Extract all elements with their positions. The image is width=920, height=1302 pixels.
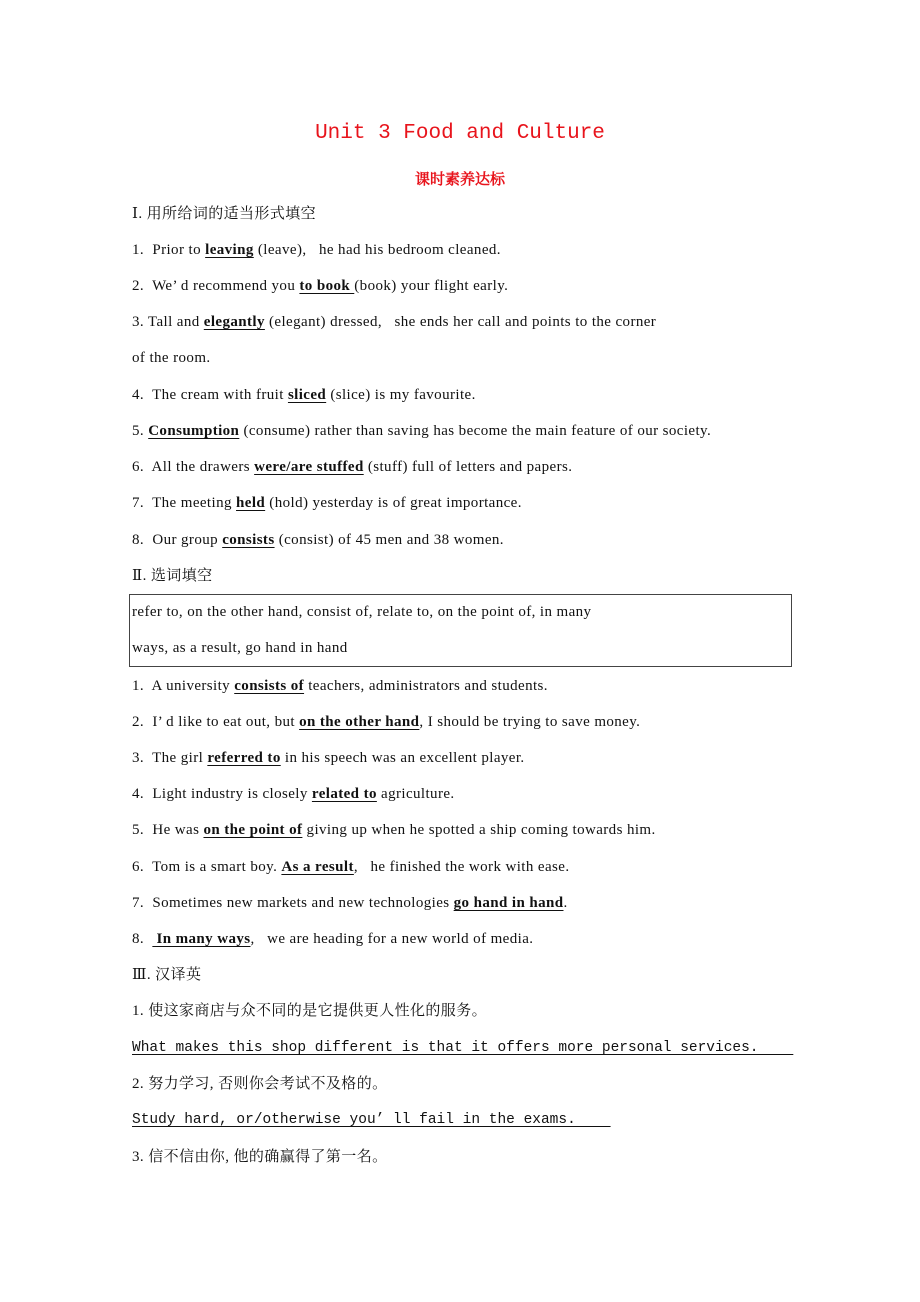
exercise-item	[132, 493, 522, 513]
item-text: 8.	[132, 931, 153, 947]
item-text: 5. He was	[132, 822, 204, 838]
item-text: (stuff) full of letters and papers.	[363, 459, 573, 475]
word-bank-line: ways, as a result, go hand in hand	[132, 640, 348, 656]
answer: held	[236, 495, 266, 511]
item-text: 5.	[132, 423, 149, 439]
item-text: , we are heading for a new world of media.	[250, 931, 534, 947]
exercise-item	[132, 530, 504, 550]
exercise-item	[132, 820, 656, 840]
item-text: in his speech was an excellent player.	[280, 750, 525, 766]
item-text: 2. We’ d recommend you	[132, 278, 300, 294]
item-text: (book) your flight early.	[354, 278, 509, 294]
item-text: teachers, administrators and students.	[304, 678, 548, 694]
item-text: 8. Our group	[132, 532, 223, 548]
item-text: (hold) yesterday is of great importance.	[265, 495, 522, 511]
item-text: 1. A university	[132, 678, 235, 694]
item-text: 7. Sometimes new markets and new technologies	[132, 895, 454, 911]
item-text: 1. Prior to	[132, 242, 206, 258]
item-text: of the room.	[132, 350, 211, 366]
answer: on the point of	[203, 822, 303, 838]
exercise-item	[132, 421, 711, 441]
item-text: (elegant) dressed, she ends her call and points to the corner	[264, 314, 657, 330]
answer: related to	[311, 786, 377, 802]
item-text: 3. Tall and	[132, 314, 204, 330]
exercise-item	[132, 748, 525, 768]
answer: In many ways	[152, 931, 251, 947]
answer: Consumption	[148, 423, 240, 439]
translation-answer: What makes this shop different is that it offers more personal services.	[132, 1040, 794, 1056]
exercise-item	[132, 784, 455, 804]
chinese-prompt: 2. 努力学习, 否则你会考试不及格的。	[132, 1076, 388, 1092]
answer: As a result	[281, 859, 354, 875]
item-text: 4. The cream with fruit	[132, 387, 288, 403]
exercise-item	[132, 348, 211, 368]
answer: to book	[299, 278, 355, 294]
exercise-item	[132, 676, 548, 696]
item-text: (consist) of 45 men and 38 women.	[274, 532, 504, 548]
item-text: (leave), he had his bedroom cleaned.	[253, 242, 501, 258]
item-text: 3. The girl	[132, 750, 208, 766]
item-text: giving up when he spotted a ship coming towards him.	[302, 822, 656, 838]
exercise-item	[132, 712, 640, 732]
item-text: 7. The meeting	[132, 495, 237, 511]
word-bank-box	[129, 594, 792, 667]
answer: consists	[222, 532, 275, 548]
answer: sliced	[287, 387, 327, 403]
item-text: , I should be trying to save money.	[419, 714, 641, 730]
exercise-item	[132, 385, 476, 405]
item-text: 4. Light industry is closely	[132, 786, 312, 802]
item-text: (slice) is my favourite.	[326, 387, 476, 403]
page-subtitle: 课时素养达标	[414, 170, 505, 188]
section-heading: Ⅲ. 汉译英	[132, 967, 202, 983]
exercise-item	[132, 857, 569, 877]
item-text: (consume) rather than saving has become the main feature of our society.	[239, 423, 712, 439]
item-text: agriculture.	[376, 786, 455, 802]
item-text: 6. Tom is a smart boy.	[132, 859, 282, 875]
section-heading: Ⅱ. 选词填空	[132, 568, 213, 584]
chinese-prompt: 3. 信不信由你, 他的确赢得了第一名。	[132, 1149, 388, 1165]
answer: leaving	[205, 242, 254, 258]
exercise-item	[132, 893, 568, 913]
answer: were/are stuffed	[254, 459, 364, 475]
item-text: 2. I’ d like to eat out, but	[132, 714, 300, 730]
exercise-item	[132, 240, 501, 260]
answer: on the other hand	[299, 714, 420, 730]
answer: go hand in hand	[453, 895, 564, 911]
chinese-prompt: 1. 使这家商店与众不同的是它提供更人性化的服务。	[132, 1003, 488, 1019]
answer: elegantly	[203, 314, 265, 330]
exercise-item	[132, 276, 508, 296]
answer: consists of	[234, 678, 305, 694]
item-text: , he finished the work with ease.	[353, 859, 570, 875]
exercise-item	[132, 457, 572, 477]
page-title: Unit 3 Food and Culture	[315, 122, 605, 145]
section-heading: Ⅰ. 用所给词的适当形式填空	[132, 206, 317, 222]
exercise-item	[132, 929, 533, 949]
word-bank-line: refer to, on the other hand, consist of, relate to, on the point of, in many	[132, 604, 592, 620]
exercise-item	[132, 312, 656, 332]
answer: referred to	[207, 750, 281, 766]
item-text: 6. All the drawers	[132, 459, 255, 475]
translation-answer: Study hard, or/otherwise you’ ll fail in the exams.	[132, 1112, 611, 1128]
item-text: .	[563, 895, 568, 911]
